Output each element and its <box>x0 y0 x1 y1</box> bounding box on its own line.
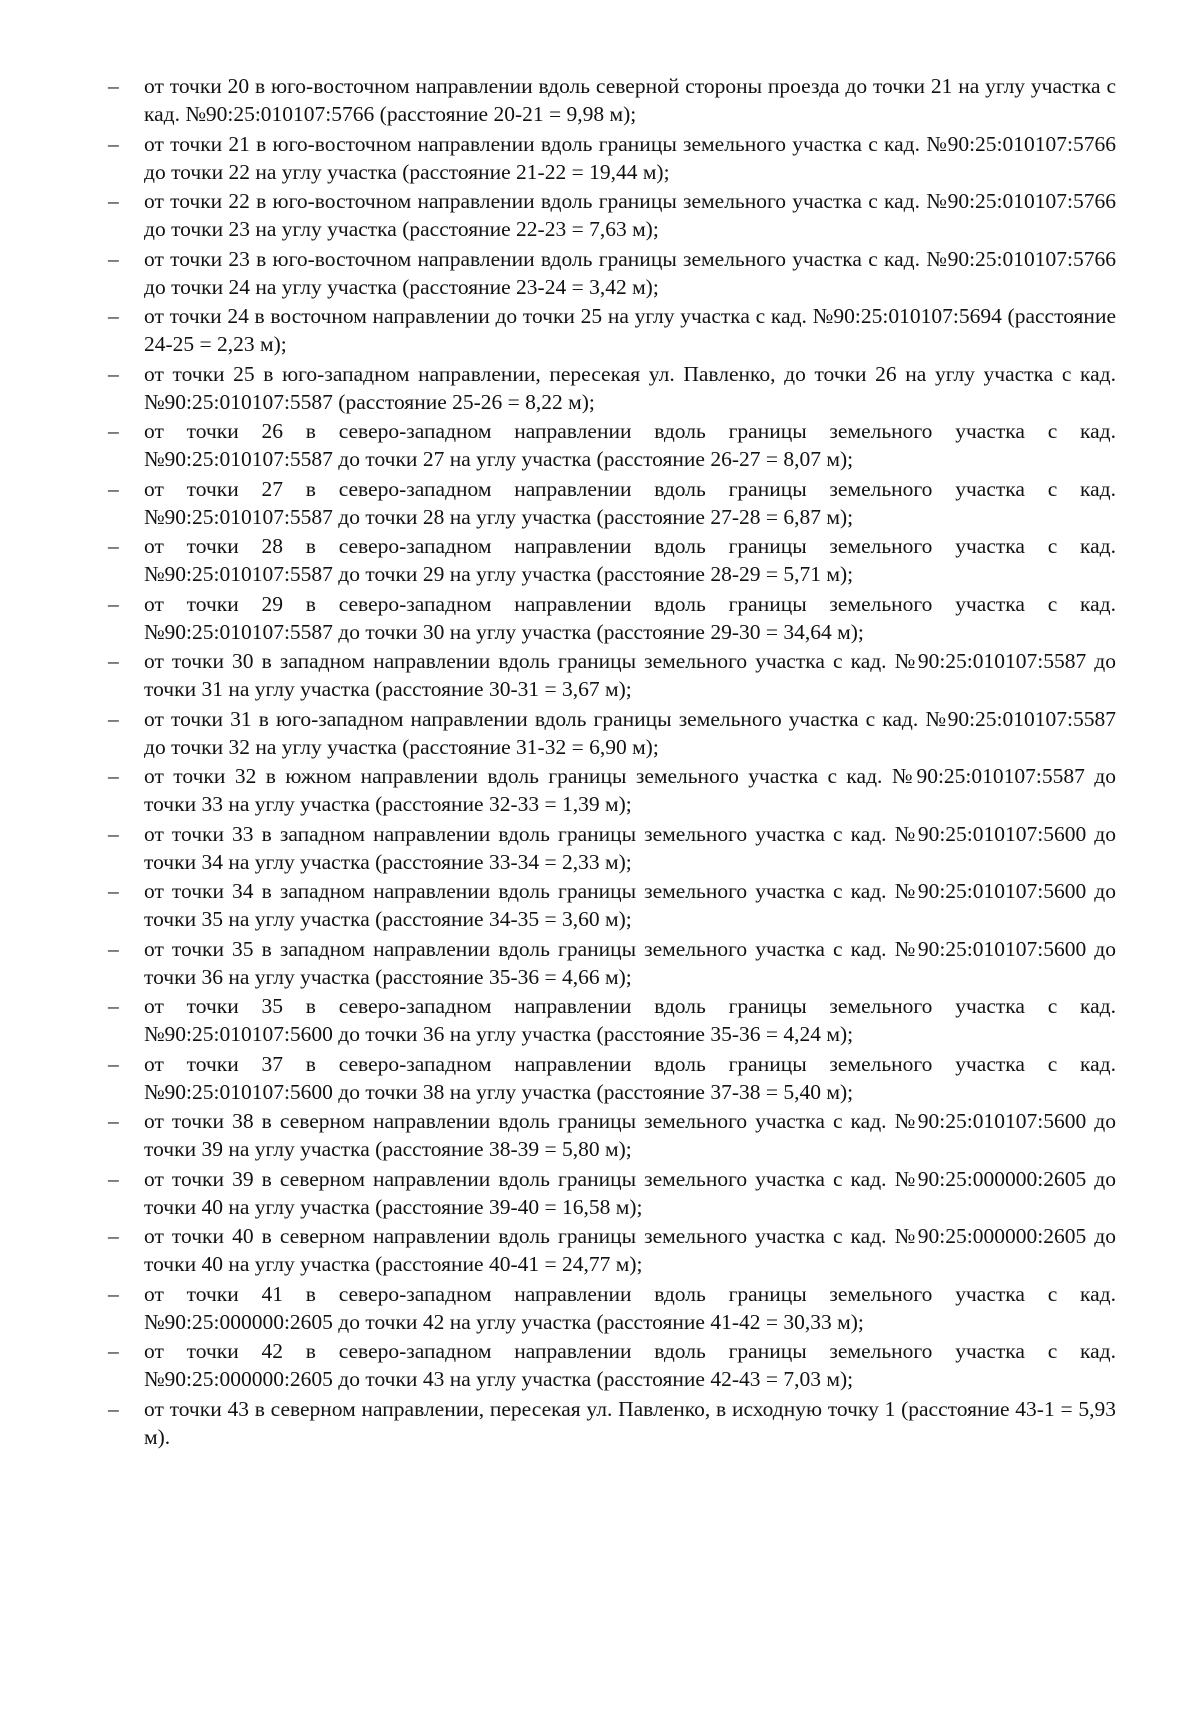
list-item <box>108 1222 1116 1278</box>
list-dash: – <box>108 361 119 386</box>
list-dash: – <box>108 821 119 846</box>
list-item-text: от точки 27 в северо-западном направлении вдоль границы земельного участка с кад. №90:25:010107:5587 до точки 28 на углу участка (расстояние 27-28 = 6,87 м); <box>144 476 1116 529</box>
list-item <box>108 417 1116 473</box>
list-item <box>108 647 1116 703</box>
list-dash: – <box>108 131 119 156</box>
list-dash: – <box>108 189 119 213</box>
list-item-text: от точки 35 в северо-западном направлении вдоль границы земельного участка с кад. №90:25:010107:5600 до точки 36 на углу участка (расстояние 35-36 = 4,24 м); <box>144 994 1116 1046</box>
list-dash: – <box>108 1051 119 1076</box>
list-item <box>108 1165 1116 1221</box>
list-item-text: от точки 33 в западном направлении вдоль границы земельного участка с кад. №90:25:010107:5600 до точки 34 на углу участка (расстояние 33-34 = 2,33 м); <box>144 821 1116 874</box>
list-item <box>108 130 1116 186</box>
list-item <box>108 820 1116 876</box>
list-item <box>108 877 1116 933</box>
list-item <box>108 187 1116 243</box>
list-item-text: от точки 26 в северо-западном направлении вдоль границы земельного участка с кад. №90:25:010107:5587 до точки 27 на углу участка (расстояние 26-27 = 8,07 м); <box>144 419 1116 471</box>
list-dash: – <box>108 764 119 788</box>
list-dash: – <box>108 476 119 501</box>
list-item-text: от точки 35 в западном направлении вдоль границы земельного участка с кад. №90:25:010107:5600 до точки 36 на углу участка (расстояние 35-36 = 4,66 м); <box>144 936 1116 989</box>
list-item-text: от точки 42 в северо-западном направлении вдоль границы земельного участка с кад. №90:25:000000:2605 до точки 43 на углу участка (расстояние 42-43 = 7,03 м); <box>144 1339 1116 1391</box>
list-item <box>108 1395 1116 1451</box>
list-dash: – <box>108 1224 119 1248</box>
list-item-text: от точки 29 в северо-западном направлении вдоль границы земельного участка с кад. №90:25:010107:5587 до точки 30 на углу участка (расстояние 29-30 = 34,64 м); <box>144 591 1116 644</box>
list-dash: – <box>108 591 119 616</box>
list-item <box>108 245 1116 301</box>
list-item-text: от точки 22 в юго-восточном направлении вдоль границы земельного участка с кад. №90:25:010107:5766 до точки 23 на углу участка (расстояние 22-23 = 7,63 м); <box>144 189 1116 241</box>
list-item <box>108 302 1116 358</box>
list-dash: – <box>108 304 119 328</box>
boundary-description-list <box>108 72 1116 1452</box>
list-dash: – <box>108 1281 119 1306</box>
list-item <box>108 475 1116 531</box>
list-dash: – <box>108 246 119 271</box>
list-dash: – <box>108 1339 119 1363</box>
list-item <box>108 360 1116 416</box>
list-dash: – <box>108 1166 119 1191</box>
list-item <box>108 1337 1116 1393</box>
list-item-text: от точки 23 в юго-восточном направлении вдоль границы земельного участка с кад. №90:25:010107:5766 до точки 24 на углу участка (расстояние 23-24 = 3,42 м); <box>144 246 1116 299</box>
list-item <box>108 1050 1116 1106</box>
list-item-text: от точки 43 в северном направлении, пересекая ул. Павленко, в исходную точку 1 (расстояние 43-1 = 5,93 м). <box>144 1396 1116 1449</box>
list-item-text: от точки 24 в восточном направлении до точки 25 на углу участка с кад. №90:25:010107:5694 (расстояние 24-25 = 2,23 м); <box>144 304 1116 356</box>
list-item <box>108 532 1116 588</box>
list-item-text: от точки 34 в западном направлении вдоль границы земельного участка с кад. №90:25:010107:5600 до точки 35 на углу участка (расстояние 34-35 = 3,60 м); <box>144 879 1116 931</box>
list-item-text: от точки 37 в северо-западном направлении вдоль границы земельного участка с кад. №90:25:010107:5600 до точки 38 на углу участка (расстояние 37-38 = 5,40 м); <box>144 1051 1116 1104</box>
list-item <box>108 935 1116 991</box>
list-item <box>108 1107 1116 1163</box>
list-item <box>108 705 1116 761</box>
list-dash: – <box>108 994 119 1018</box>
list-item <box>108 992 1116 1048</box>
list-dash: – <box>108 1396 119 1421</box>
list-dash: – <box>108 419 119 443</box>
list-item-text: от точки 20 в юго-восточном направлении вдоль северной стороны проезда до точки 21 на углу участка с кад. №90:25:010107:5766 (расстояние 20-21 = 9,98 м); <box>144 74 1116 126</box>
list-dash: – <box>108 534 119 558</box>
list-item-text: от точки 40 в северном направлении вдоль границы земельного участка с кад. №90:25:000000:2605 до точки 40 на углу участка (расстояние 40-41 = 24,77 м); <box>144 1224 1116 1276</box>
list-dash: – <box>108 649 119 673</box>
list-item <box>108 762 1116 818</box>
list-item <box>108 590 1116 646</box>
list-dash: – <box>108 879 119 903</box>
list-item-text: от точки 30 в западном направлении вдоль границы земельного участка с кад. №90:25:010107:5587 до точки 31 на углу участка (расстояние 30-31 = 3,67 м); <box>144 649 1116 701</box>
list-item-text: от точки 38 в северном направлении вдоль границы земельного участка с кад. №90:25:010107:5600 до точки 39 на углу участка (расстояние 38-39 = 5,80 м); <box>144 1109 1116 1161</box>
list-item-text: от точки 25 в юго-западном направлении, пересекая ул. Павленко, до точки 26 на углу участка с кад. №90:25:010107:5587 (расстояние 25-26 = 8,22 м); <box>144 361 1116 414</box>
list-item-text: от точки 21 в юго-восточном направлении вдоль границы земельного участка с кад. №90:25:010107:5766 до точки 22 на углу участка (расстояние 21-22 = 19,44 м); <box>144 131 1116 184</box>
list-item-text: от точки 31 в юго-западном направлении вдоль границы земельного участка с кад. №90:25:010107:5587 до точки 32 на углу участка (расстояние 31-32 = 6,90 м); <box>144 706 1116 759</box>
list-dash: – <box>108 1109 119 1133</box>
list-item <box>108 72 1116 128</box>
list-item-text: от точки 39 в северном направлении вдоль границы земельного участка с кад. №90:25:000000:2605 до точки 40 на углу участка (расстояние 39-40 = 16,58 м); <box>144 1166 1116 1219</box>
list-item-text: от точки 28 в северо-западном направлении вдоль границы земельного участка с кад. №90:25:010107:5587 до точки 29 на углу участка (расстояние 28-29 = 5,71 м); <box>144 534 1116 586</box>
list-dash: – <box>108 706 119 731</box>
list-item-text: от точки 32 в южном направлении вдоль границы земельного участка с кад. №90:25:010107:5587 до точки 33 на углу участка (расстояние 32-33 = 1,39 м); <box>144 764 1116 816</box>
list-dash: – <box>108 936 119 961</box>
list-item-text: от точки 41 в северо-западном направлении вдоль границы земельного участка с кад. №90:25:000000:2605 до точки 42 на углу участка (расстояние 41-42 = 30,33 м); <box>144 1281 1116 1334</box>
list-dash: – <box>108 74 119 98</box>
list-item <box>108 1280 1116 1336</box>
